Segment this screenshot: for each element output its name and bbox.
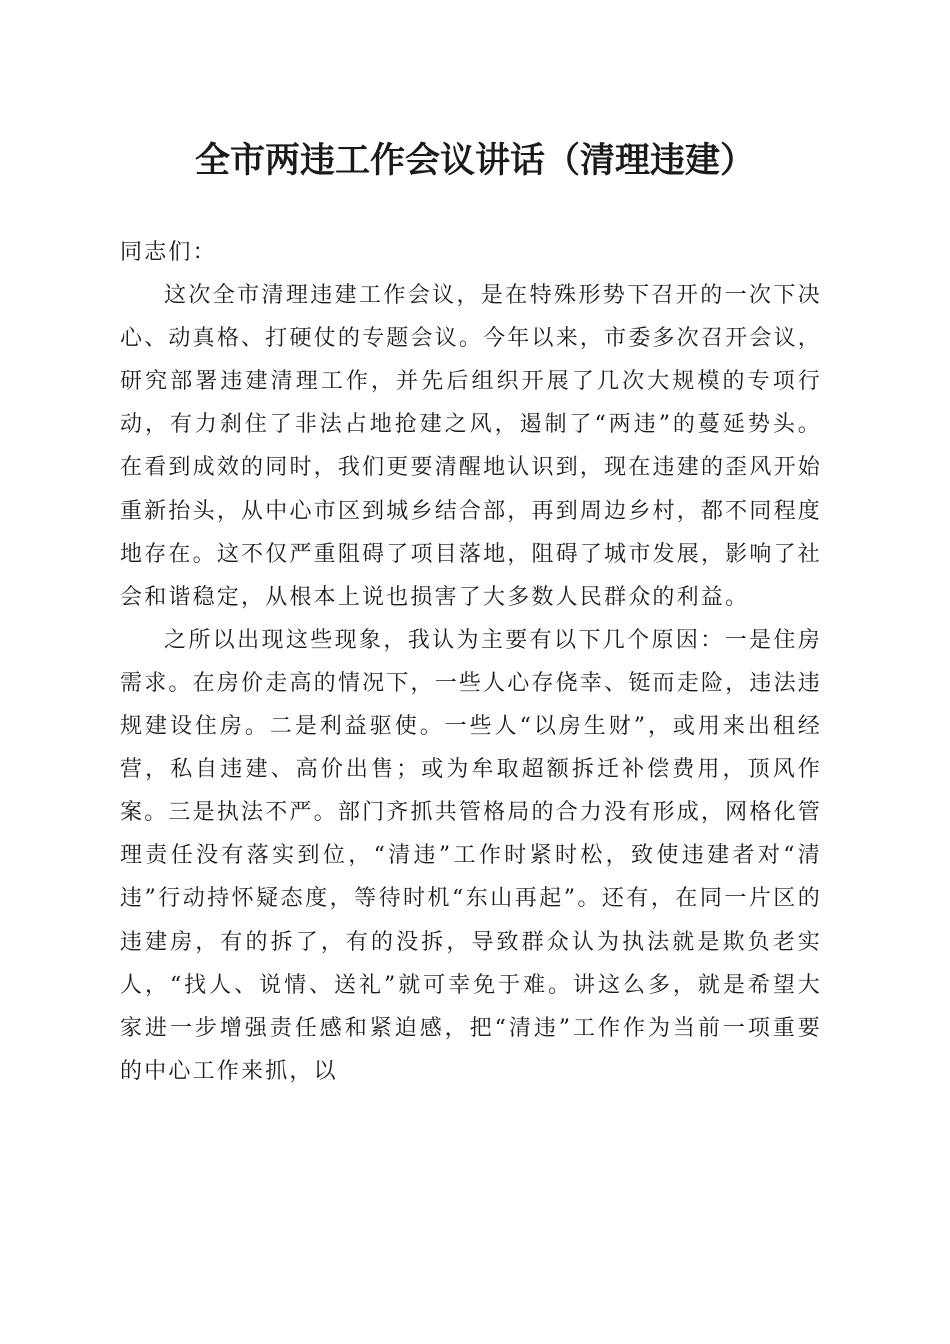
document-body — [120, 231, 822, 1093]
salutation: 同志们： — [120, 240, 217, 265]
document-title: 全市两违工作会议讲话（清理违建） — [194, 141, 755, 181]
paragraph-2: 之所以出现这些现象，我认为主要有以下几个原因：一是住房需求。在房价走高的情况下，一些人心存侥幸、铤而走险，违法违规建设住房。二是利益驱使。一些人“以房生财”，或用来出租经营，私自违建、高价出售；或为牟取超额拆迁补偿费用，顶风作案。三是执法不严。部门齐抓共管格局的合力没有形成，网格化管理责任没有落实到位，“清违”工作时紧时松，致使违建者对“清违”行动持怀疑态度，等待时机“东山再起”。还有，在同一片区的违建房，有的拆了，有的没拆，导致群众认为执法就是欺负老实人，“找人、说情、送礼”就可幸免于难。讲这么多，就是希望大家进一步增强责任感和紧迫感，把“清违”工作作为当前一项重要的中心工作来抓，以 — [120, 627, 822, 1084]
paragraph-1: 这次全市清理违建工作会议，是在特殊形势下召开的一次下决心、动真格、打硬仗的专题会议。今年以来，市委多次召开会议，研究部署违建清理工作，并先后组织开展了几次大规模的专项行动，有力刹住了非法占地抢建之风，遏制了“两违”的蔓延势头。在看到成效的同时，我们更要清醒地认识到，现在违建的歪风开始重新抬头，从中心市区到城乡结合部，再到周边乡村，都不同程度地存在。这不仅严重阻碍了项目落地，阻碍了城市发展，影响了社会和谐稳定，从根本上说也损害了大多数人民群众的利益。 — [120, 283, 822, 610]
